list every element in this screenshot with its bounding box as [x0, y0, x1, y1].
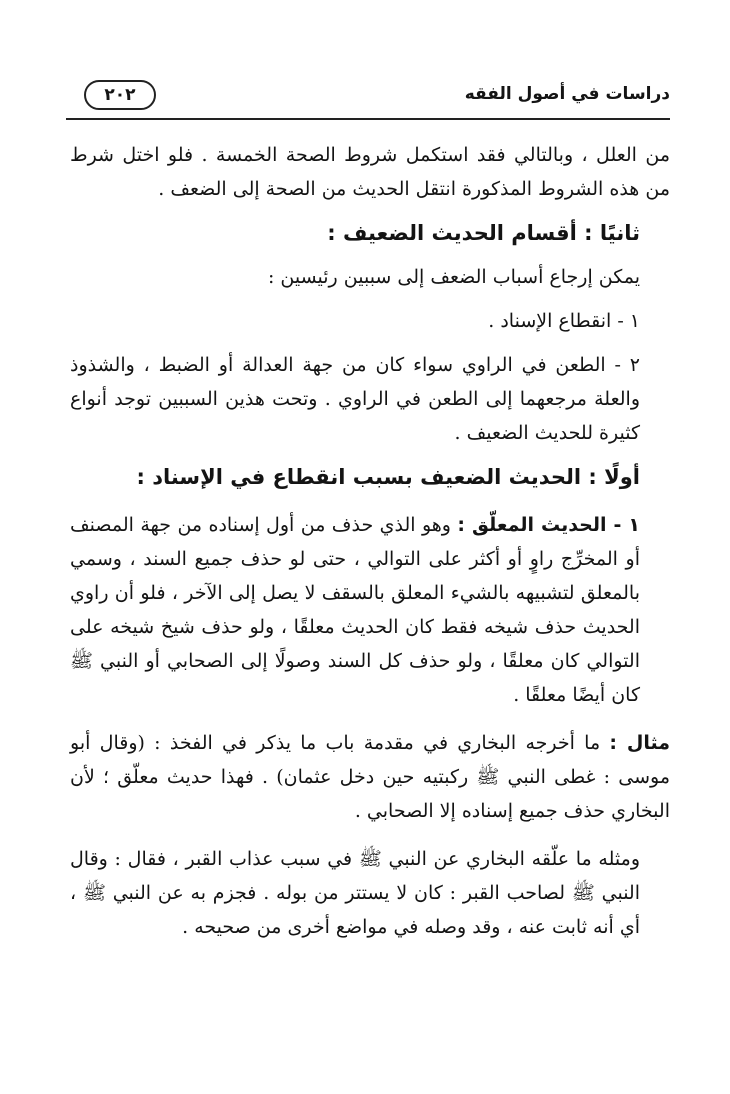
section-heading-broken-chain: أولًا : الحديث الضعيف بسبب انقطاع في الإسناد : — [136, 465, 640, 489]
paragraph-muallaq-definition — [70, 508, 670, 712]
list-item-broken-chain: ١ - انقطاع الإسناد . — [488, 310, 640, 332]
page-body — [70, 138, 670, 944]
paragraph-second-example: ومثله ما علّقه البخاري عن النبي ﷺ في سبب عذاب القبر ، فقال : وقال النبي ﷺ لصاحب القبر : كان لا يستتر من بوله . فجزم به عن النبي ﷺ ، أي أنه ثابت عنه ، وقد وصله في مواضع أخرى من صحيحه . — [70, 848, 640, 938]
paragraph-example — [70, 726, 670, 828]
section-heading-types-of-weak-hadith: ثانيًا : أقسام الحديث الضعيف : — [327, 221, 640, 245]
page-number: ٢٠٢ — [84, 80, 156, 110]
term-muallaq: ١ - الحديث المعلّق : — [457, 514, 641, 536]
running-title: دراسات في أصول الفقه — [464, 84, 670, 104]
page-header — [66, 74, 670, 120]
paragraph-continuation: من العلل ، وبالتالي فقد استكمل شروط الصحة الخمسة . فلو اختل شرط من هذه الشروط المذكورة انتقل الحديث من الصحة إلى الضعف . — [70, 144, 670, 200]
example-label: مثال : — [609, 732, 670, 754]
paragraph-two-causes: يمكن إرجاع أسباب الضعف إلى سببين رئيسين : — [267, 266, 640, 288]
example-text: ما أخرجه البخاري في مقدمة باب ما يذكر في الفخذ : (وقال أبو موسى : غطى النبي ﷺ ركبتيه حين دخل عثمان) . فهذا حديث معلّق ؛ لأن البخاري حذف جميع إسناده إلا الصحابي . — [70, 732, 670, 822]
list-item-narrator-criticism: ٢ - الطعن في الراوي سواء كان من جهة العدالة أو الضبط ، والشذوذ والعلة مرجعهما إلى الطعن في الراوي . وتحت هذين السببين توجد أنواع كثيرة للحديث الضعيف . — [70, 354, 640, 444]
header-divider — [66, 118, 670, 120]
muallaq-definition-text: وهو الذي حذف من أول إسناده من جهة المصنف أو المخرِّج راوٍ أو أكثر على التوالي ، حتى لو حذف جميع السند ، وسمي بالمعلق لتشبيهه بالشيء المعلق بالسقف لا يصل إلى الآخر ، فلو أن راوي الحديث حذف شيخه فقط كان الحديث معلقًا ، ولو حذف شيخ شيخه على التوالي كان معلقًا ، ولو حذف كل السند وصولًا إلى الصحابي أو النبي ﷺ كان أيضًا معلقًا . — [70, 514, 640, 706]
